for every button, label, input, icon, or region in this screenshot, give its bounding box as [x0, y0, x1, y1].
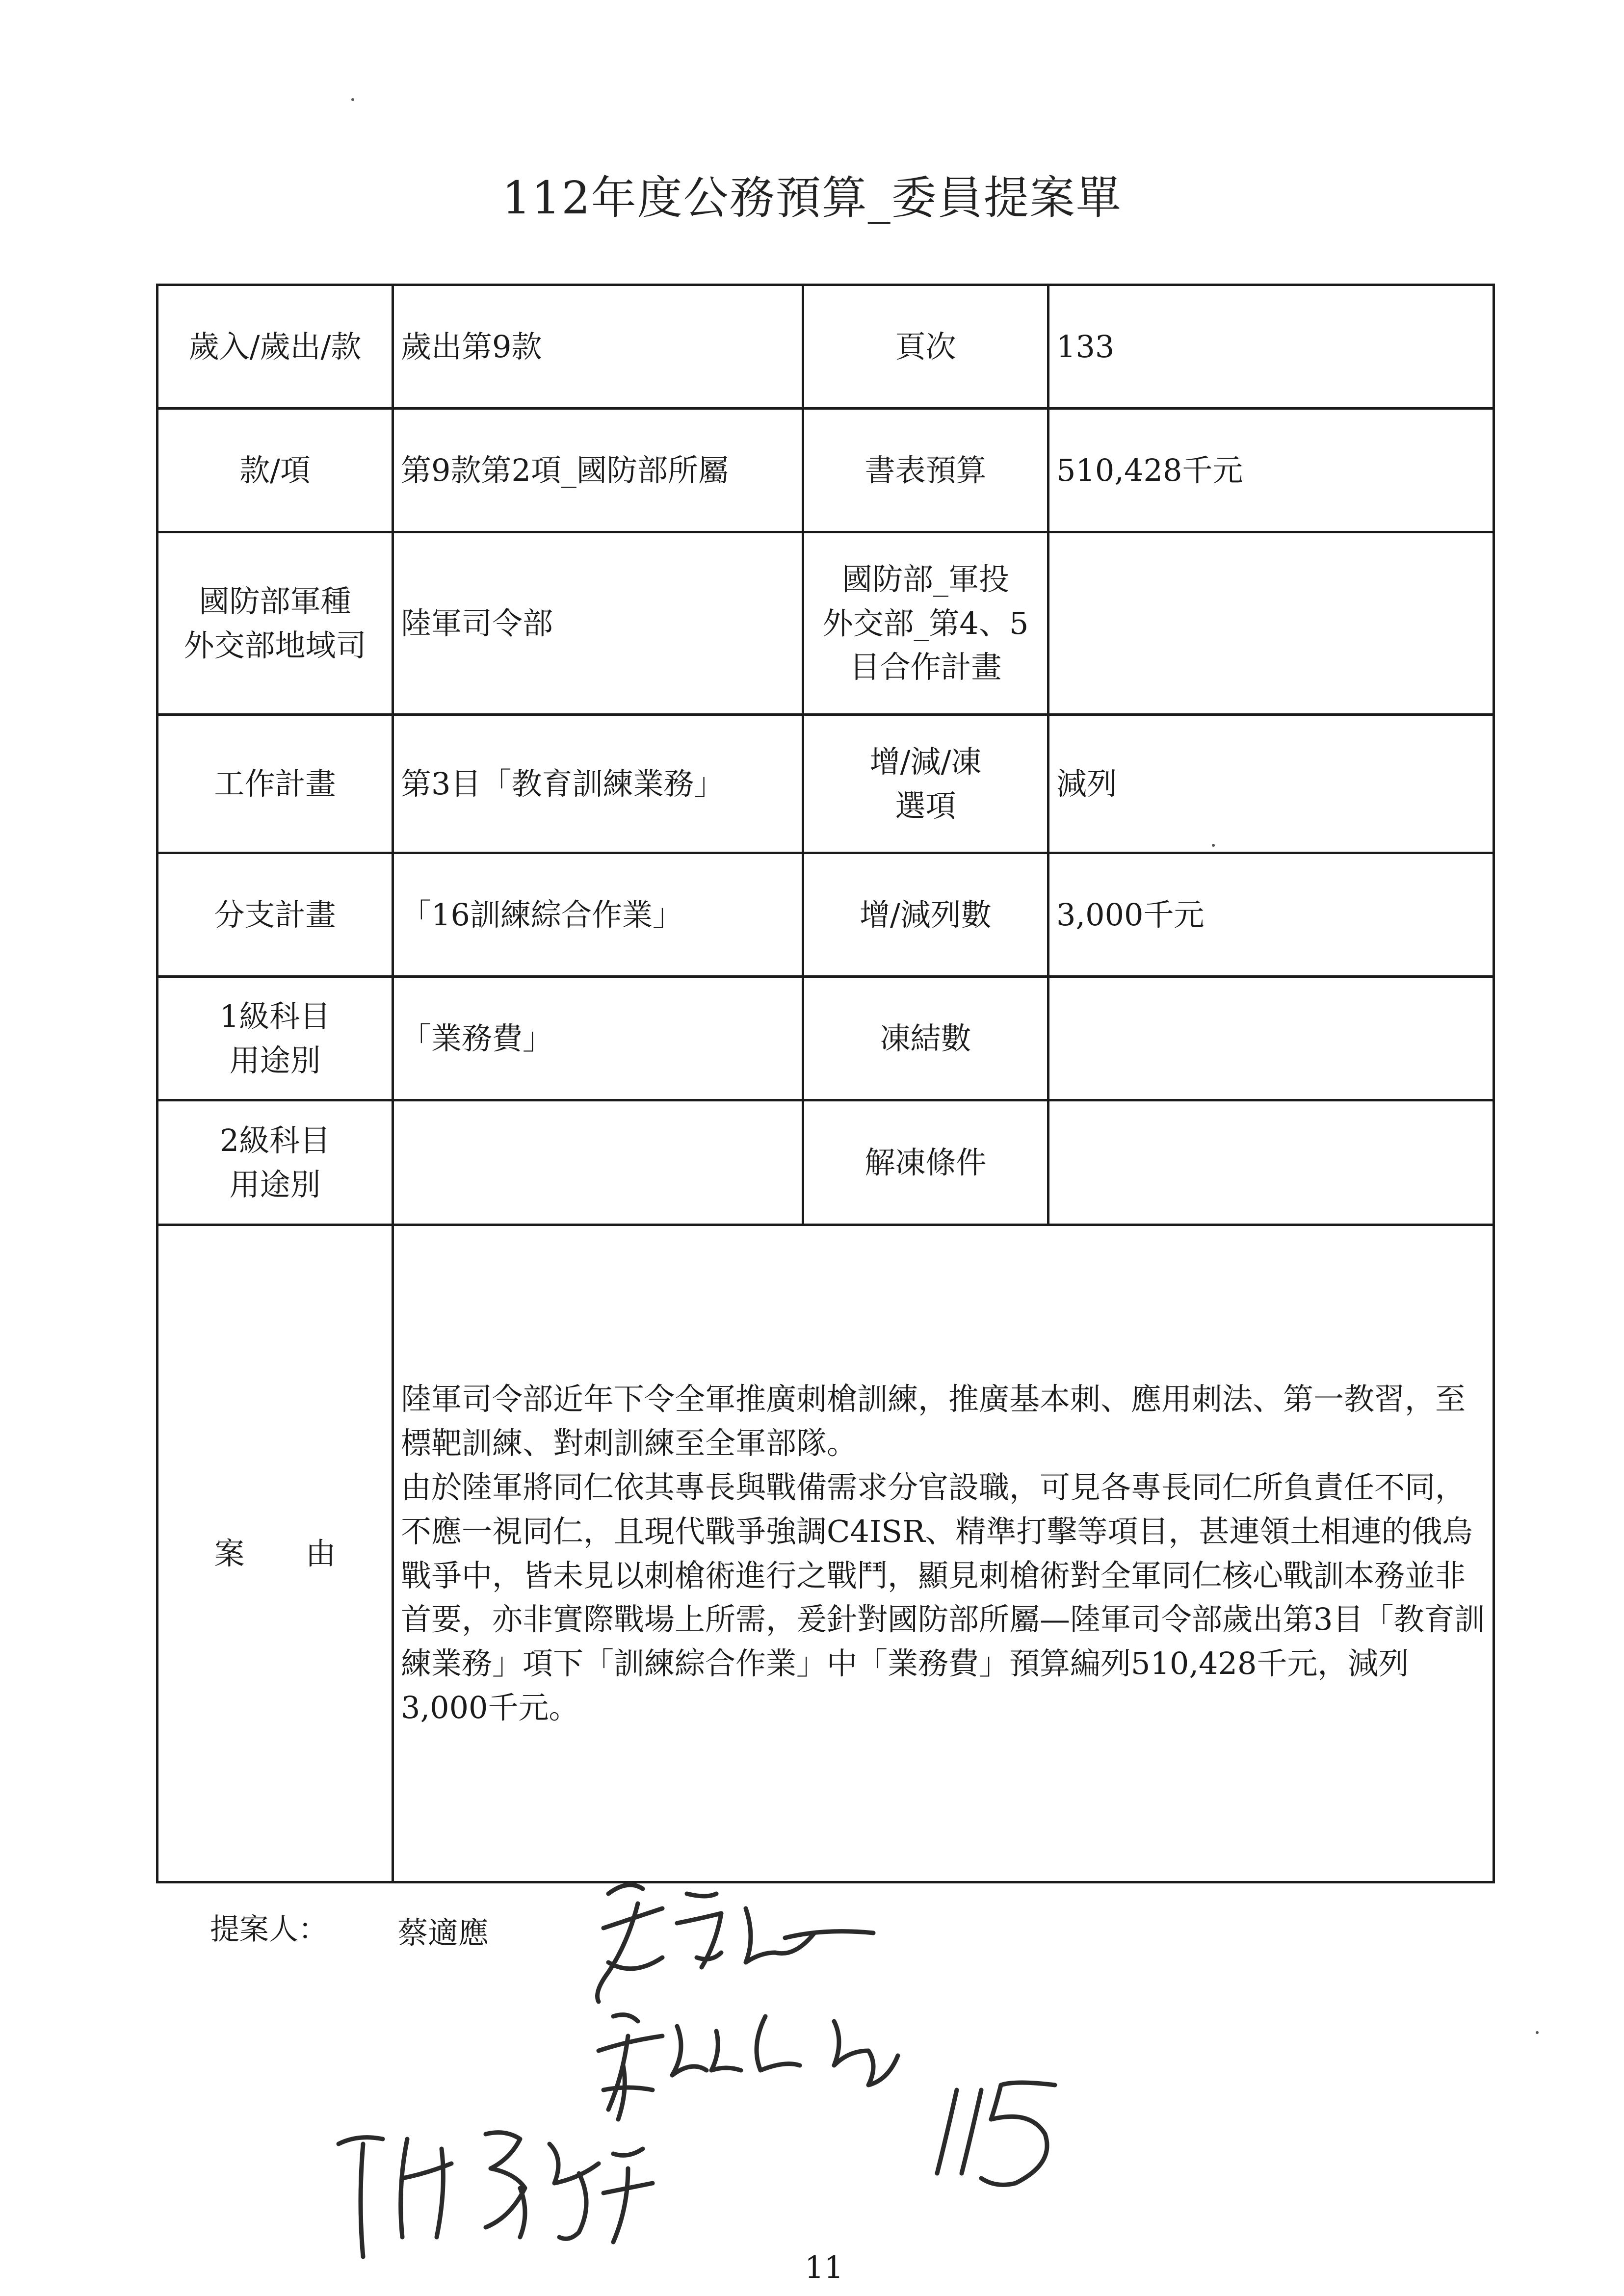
field-label: 國防部_軍投 外交部_第4、5 目合作計畫 — [803, 532, 1048, 715]
reason-paragraph-2: 由於陸軍將同仁依其專長與戰備需求分官設職，可見各專長同仁所負責任不同，不應一視同仁，且現代戰爭強調C4ISR、精準打擊等項目，甚連領土相連的俄烏戰爭中，皆未見以刺槍術進行之戰鬥，顯見刺槍術對全軍同仁核心戰訓本務並非首要，亦非實際戰場上所需，爰針對國防部所屬—陸軍司令部歲出第3目「教育訓練業務」項下「訓練綜合作業」中「業務費」預算編列510,428千元，減列3,000千元。 — [401, 1469, 1485, 1726]
field-label: 款/項 — [157, 409, 393, 532]
field-label: 2級科目 用途別 — [157, 1100, 393, 1225]
handwritten-number-strokes — [937, 2083, 1055, 2185]
reason-paragraph-1: 陸軍司令部近年下令全軍推廣刺槍訓練，推廣基本刺、應用刺法、第一教習，至標靶訓練、對刺訓練至全軍部隊。 — [401, 1381, 1466, 1461]
field-label: 頁次 — [803, 285, 1048, 409]
field-value: 133 — [1048, 285, 1494, 409]
reason-label: 案 由 — [157, 1225, 393, 1882]
scan-speck — [1212, 844, 1215, 847]
field-value: 減列 — [1048, 715, 1494, 853]
scan-speck — [351, 98, 354, 101]
handwritten-number: 115 — [932, 2165, 942, 2170]
field-value: 陸軍司令部 — [393, 532, 803, 715]
scan-speck — [1536, 2031, 1539, 2034]
field-label: 解凍條件 — [803, 1100, 1048, 1225]
field-value: 「16訓練綜合作業」 — [393, 853, 803, 977]
field-value: 「業務費」 — [393, 977, 803, 1100]
field-value: 第3目「教育訓練業務」 — [393, 715, 803, 853]
field-label: 國防部軍種 外交部地域司 — [157, 532, 393, 715]
field-label: 歲入/歲出/款 — [157, 285, 393, 409]
field-label: 書表預算 — [803, 409, 1048, 532]
field-label: 分支計畫 — [157, 853, 393, 977]
field-value: 510,428千元 — [1048, 409, 1494, 532]
field-label: 1級科目 用途別 — [157, 977, 393, 1100]
field-label: 增/減/凍 選項 — [803, 715, 1048, 853]
field-label: 凍結數 — [803, 977, 1048, 1100]
page-number: 11 — [805, 2249, 843, 2285]
field-label: 增/減列數 — [803, 853, 1048, 977]
signature-1 — [598, 1885, 874, 2002]
proposer-label: 提案人： — [210, 1912, 328, 1947]
field-value: 3,000千元 — [1048, 853, 1494, 977]
proposer-name: 蔡適應 — [397, 1915, 489, 1951]
signature-2 — [599, 2015, 898, 2119]
field-value: 第9款第2項_國防部所屬 — [393, 409, 803, 532]
field-value: 歲出第9款 — [393, 285, 803, 409]
signature-3 — [339, 2133, 653, 2257]
field-label: 工作計畫 — [157, 715, 393, 853]
page-title: 112年度公務預算_委員提案單 — [502, 172, 1122, 224]
